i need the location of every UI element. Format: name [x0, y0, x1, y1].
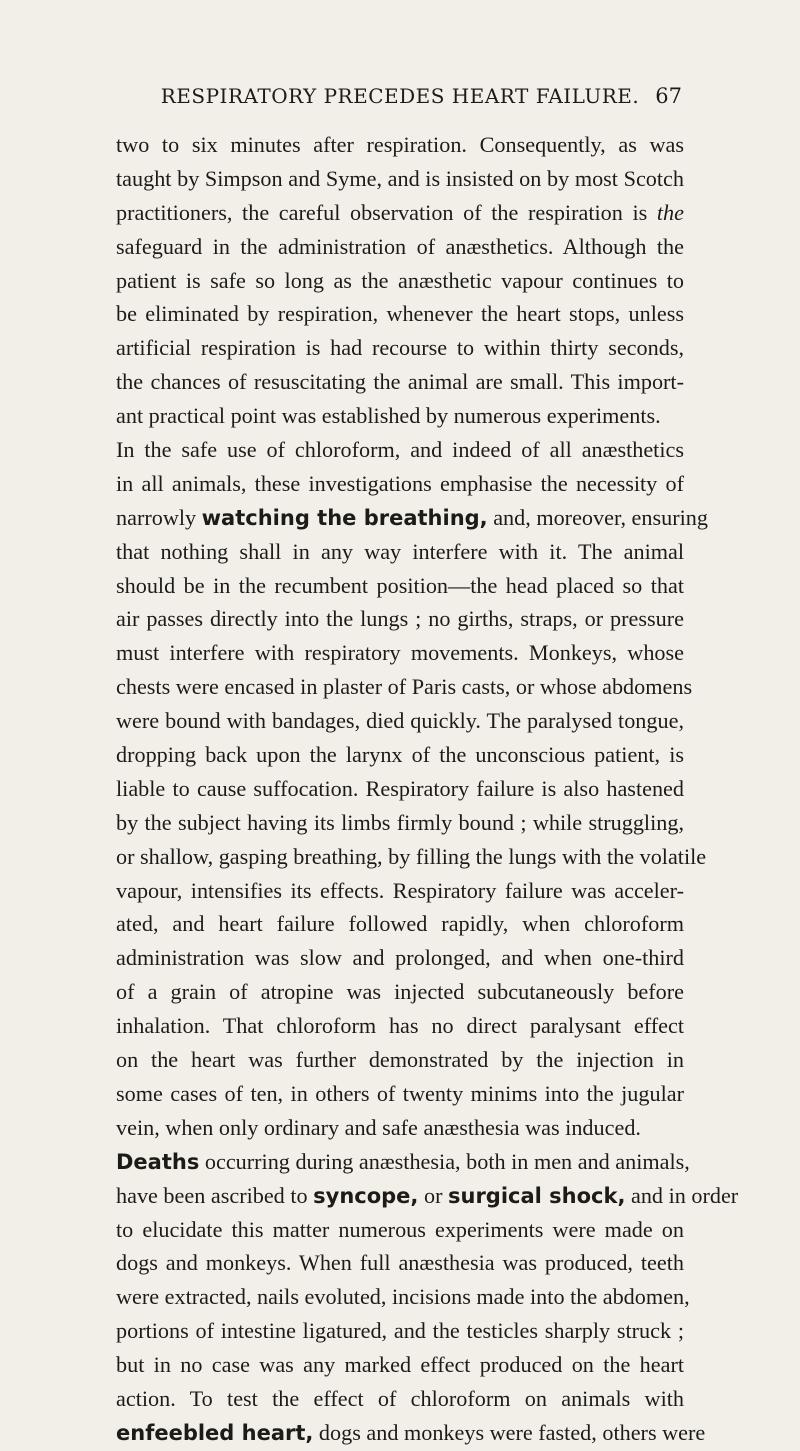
text-run: ated, and heart failure followed rapidly, when chloroform	[116, 911, 684, 937]
text-line	[116, 806, 684, 840]
text-line	[116, 1077, 684, 1111]
text-run: of a grain of atropine was injected subcutaneously before	[116, 979, 684, 1005]
text-line	[116, 569, 684, 603]
text-run: inhalation. That chloroform has no direct paralysant effect	[116, 1013, 684, 1039]
bold-phrase: surgical shock,	[448, 1183, 626, 1208]
text-line	[116, 264, 684, 298]
text-run: in all animals, these investigations emphasise the necessity of	[116, 470, 684, 496]
text-line	[116, 636, 684, 670]
text-run: or shallow, gasping breathing, by filling the lungs with the volatile	[116, 843, 707, 869]
text-line	[116, 1043, 684, 1077]
text-line	[116, 1213, 684, 1247]
text-line	[116, 602, 684, 636]
page-number: 67	[655, 84, 682, 108]
text-run: that nothing shall in any way interfere with it. The animal	[116, 538, 684, 564]
text-line	[116, 501, 708, 535]
text-run: dogs and monkeys were fasted, others were	[313, 1419, 706, 1445]
text-run: dogs and monkeys. When full anæsthesia was produced, teeth	[116, 1250, 684, 1276]
text-run: some cases of ten, in others of twenty minims into the jugular	[116, 1080, 684, 1106]
text-run: patient is safe so long as the anæsthetic vapour continues to	[116, 267, 684, 293]
bold-phrase: enfeebled heart,	[116, 1420, 314, 1445]
text-line	[116, 874, 684, 908]
text-run: ant practical point was established by numerous experiments.	[116, 403, 661, 429]
text-run: administration was slow and prolonged, and when one-third	[116, 945, 684, 971]
text-line	[116, 704, 684, 738]
text-run: be eliminated by respiration, whenever the heart stops, unless	[116, 301, 684, 327]
text-line	[116, 840, 707, 874]
text-run: In the safe use of chloroform, and indeed of all anæsthetics	[116, 437, 684, 463]
text-run: were extracted, nails evoluted, incisions made into the abdomen,	[116, 1284, 690, 1310]
text-line	[116, 1246, 684, 1280]
text-line	[116, 1382, 684, 1416]
text-line	[116, 738, 684, 772]
text-run: portions of intestine ligatured, and the testicles sharply struck ;	[116, 1318, 684, 1344]
text-run: liable to cause suffocation. Respiratory failure is also hastened	[116, 775, 684, 801]
text-run: occurring during anæsthesia, both in men and animals,	[199, 1148, 690, 1174]
text-run: chests were encased in plaster of Paris casts, or whose abdomens	[116, 674, 693, 700]
text-line	[116, 1145, 690, 1179]
text-run: and in order	[625, 1182, 739, 1208]
text-line	[116, 772, 684, 806]
text-line	[116, 1111, 684, 1145]
text-run: have been ascribed to	[116, 1182, 314, 1208]
text-line	[116, 941, 684, 975]
text-run: action. To test the effect of chloroform on animals with	[116, 1385, 684, 1411]
text-run: vein, when only ordinary and safe anæsthesia was induced.	[116, 1114, 641, 1140]
text-line	[116, 1348, 684, 1382]
text-run: dropping back upon the larynx of the unconscious patient, is	[116, 742, 684, 768]
text-run: and, moreover, ensuring	[487, 504, 708, 530]
text-run: safeguard in the administration of anæsthetics. Although the	[116, 233, 684, 259]
text-line	[116, 331, 684, 365]
bold-phrase: syncope,	[313, 1183, 419, 1208]
text-line	[116, 162, 684, 196]
text-line	[116, 1416, 706, 1450]
text-line	[116, 230, 684, 264]
text-line	[116, 670, 693, 704]
text-line	[116, 196, 684, 230]
text-line	[116, 128, 684, 162]
text-line	[116, 365, 684, 399]
text-run: must interfere with respiratory movements. Monkeys, whose	[116, 640, 684, 666]
text-run: or	[418, 1182, 448, 1208]
text-run: should be in the recumbent position—the head placed so that	[116, 572, 684, 598]
running-title: RESPIRATORY PRECEDES HEART FAILURE.	[160, 84, 640, 108]
bold-phrase: Deaths	[116, 1149, 200, 1174]
text-run: by the subject having its limbs firmly bound ; while struggling,	[116, 809, 684, 835]
text-line	[116, 1009, 684, 1043]
text-run: the chances of resuscitating the animal are small. This import-	[116, 369, 684, 395]
body-text	[116, 128, 739, 1450]
text-run: on the heart was further demonstrated by the injection in	[116, 1047, 684, 1073]
text-line	[116, 975, 684, 1009]
text-line	[116, 535, 684, 569]
italic-word: the	[656, 199, 684, 225]
text-run: vapour, intensifies its effects. Respiratory failure was acceler-	[116, 877, 684, 903]
text-run: air passes directly into the lungs ; no girths, straps, or pressure	[116, 606, 684, 632]
text-line	[116, 399, 684, 433]
text-line	[116, 433, 684, 467]
text-run: artificial respiration is had recourse to within thirty seconds,	[116, 335, 684, 361]
text-line	[116, 297, 684, 331]
text-run: to elucidate this matter numerous experiments were made on	[116, 1216, 684, 1242]
text-run: were bound with bandages, died quickly. The paralysed tongue,	[116, 708, 684, 734]
text-line	[116, 467, 684, 501]
text-run: two to six minutes after respiration. Consequently, as was	[116, 132, 684, 157]
text-line	[116, 1179, 739, 1213]
bold-phrase: watching the breathing,	[201, 505, 488, 530]
text-line	[116, 907, 684, 941]
text-run: narrowly	[116, 504, 202, 530]
text-run: taught by Simpson and Syme, and is insisted on by most Scotch	[116, 165, 684, 191]
text-line	[116, 1314, 684, 1348]
text-run: practitioners, the careful observation of the respiration is	[116, 199, 657, 225]
text-run: but in no case was any marked effect produced on the heart	[116, 1352, 684, 1378]
text-line	[116, 1280, 690, 1314]
